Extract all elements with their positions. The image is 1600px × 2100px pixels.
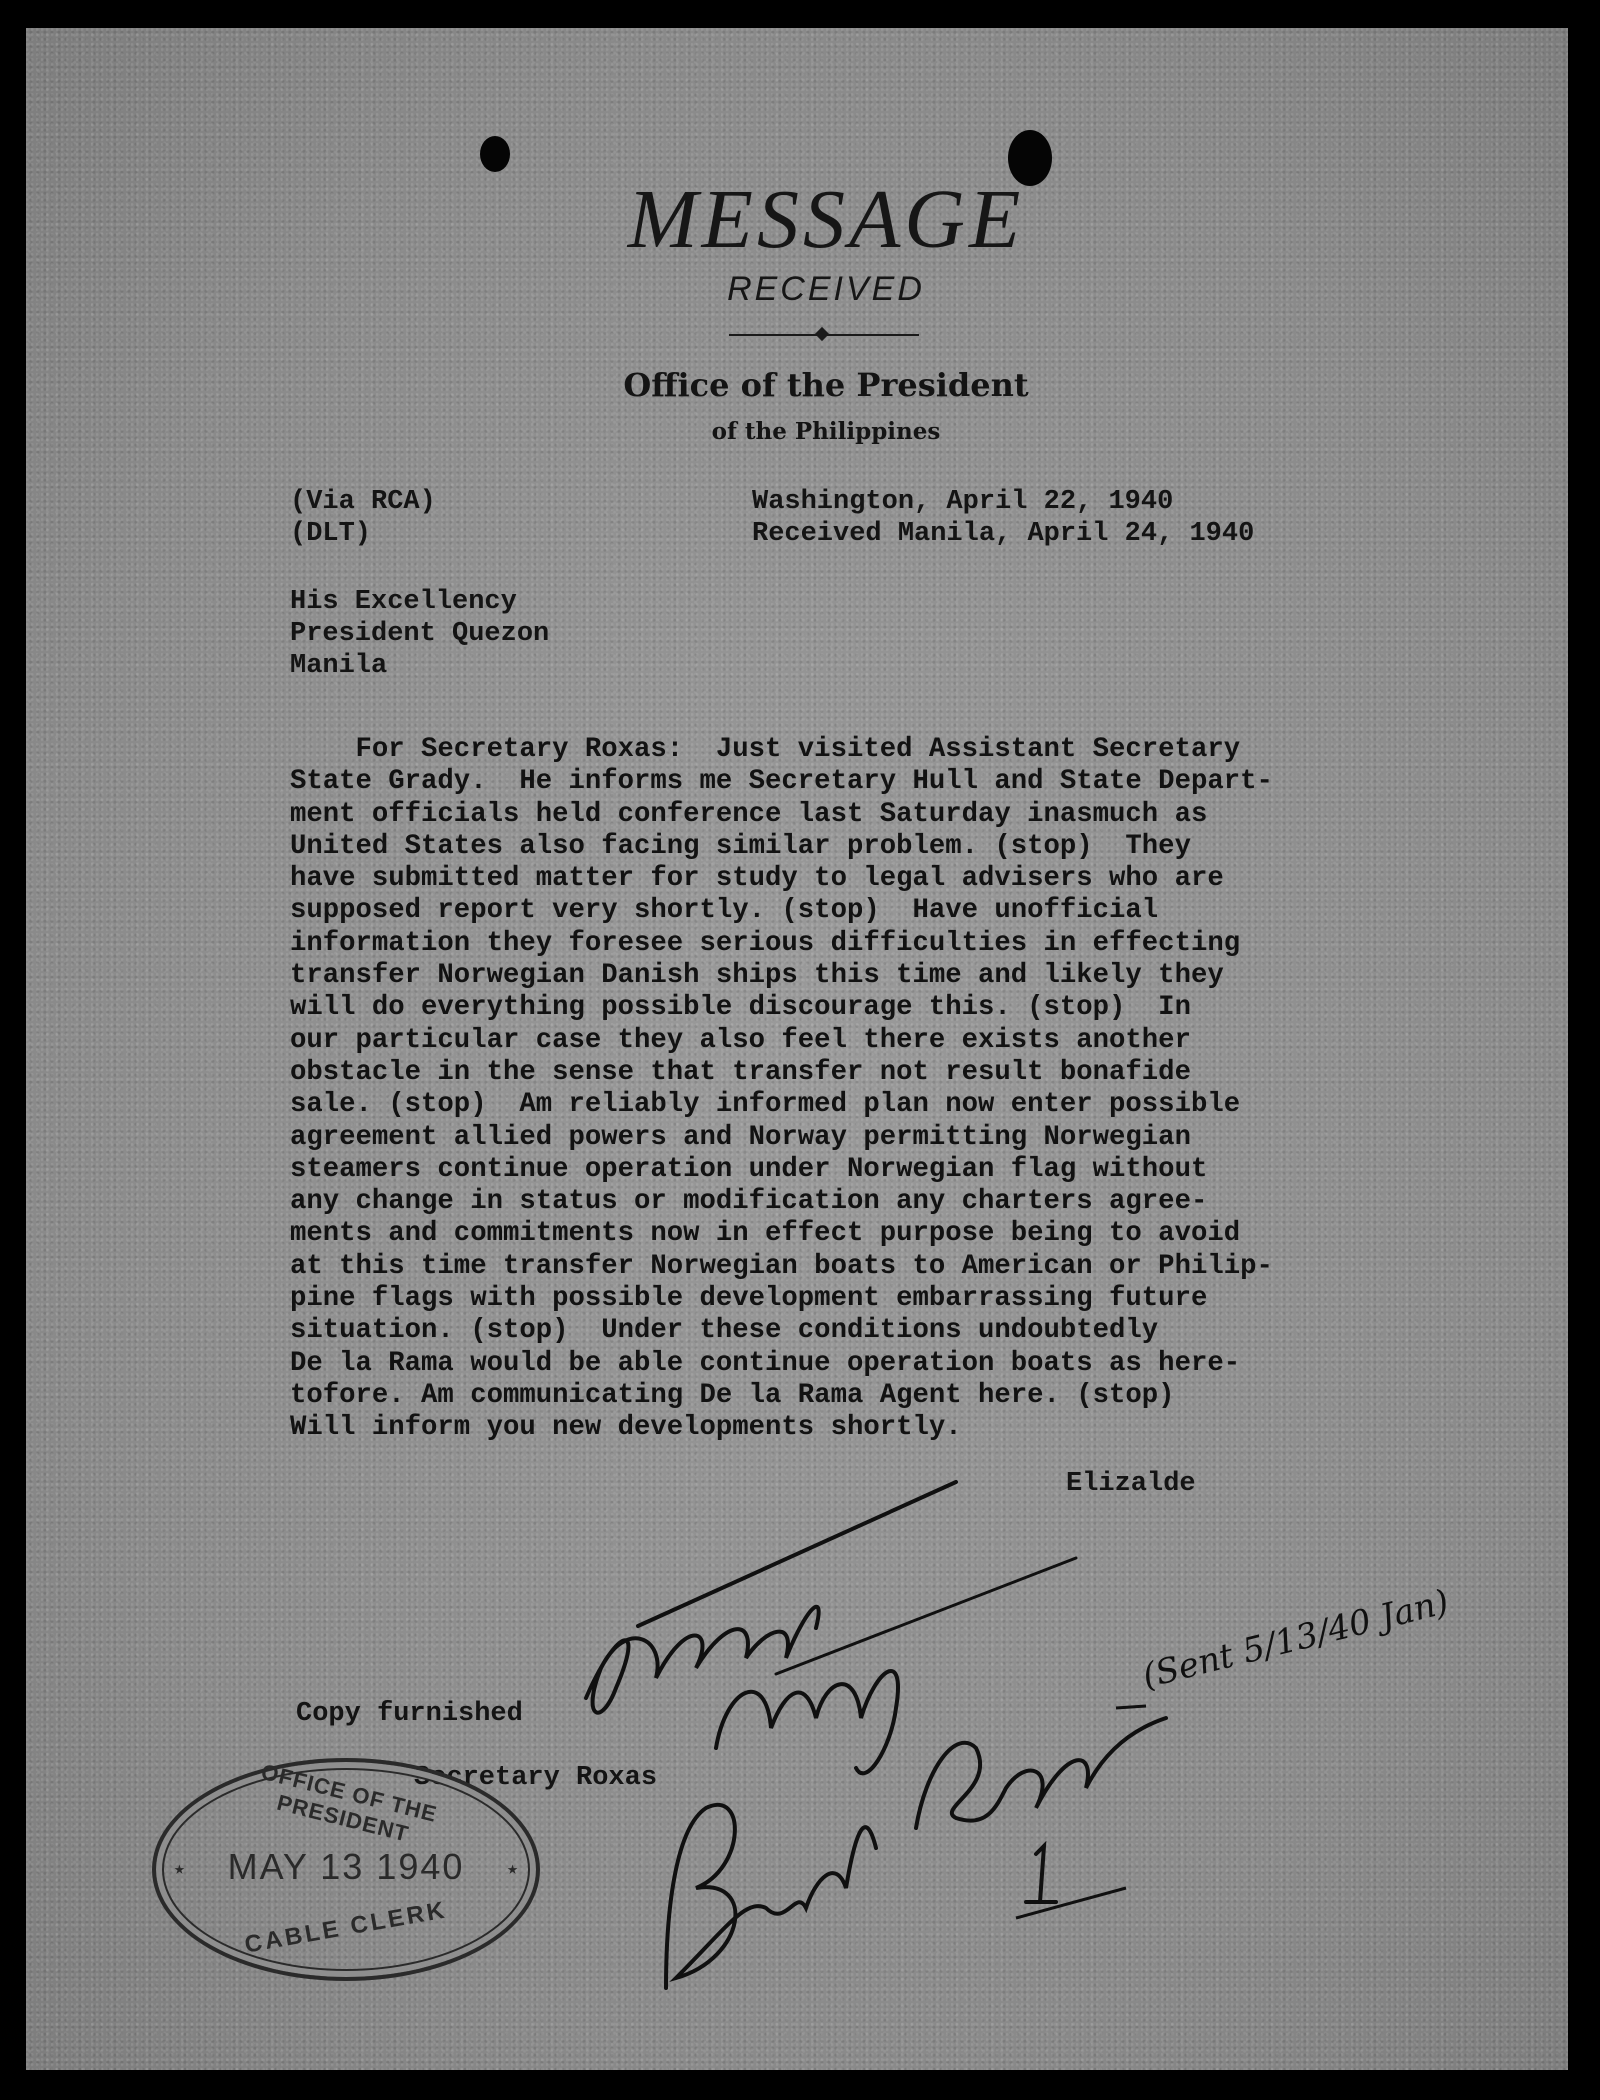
body-line: information they foresee serious difficulties in effecting xyxy=(290,927,1241,959)
handwriting-layer xyxy=(26,28,1568,2070)
handwritten-scrawl xyxy=(716,1671,898,1773)
addressee-line: Manila xyxy=(290,651,388,681)
handwritten-mark-stroke xyxy=(1026,1846,1056,1902)
body-line: ment officials held conference last Saturday inasmuch as xyxy=(290,798,1208,830)
stamp-clerk-text: CABLE CLERK xyxy=(242,1896,450,1959)
body-line: For Secretary Roxas: Just visited Assistant Secretary xyxy=(290,734,1241,765)
via-line: (Via RCA) xyxy=(290,487,436,517)
body-line: sale. (stop) Am reliably informed plan now enter possible xyxy=(290,1089,1241,1121)
stamp-date: MAY 13 1940 xyxy=(227,1846,465,1887)
body-line: ments and commitments now in effect purpose being to avoid xyxy=(290,1218,1241,1250)
star-icon: ★ xyxy=(507,1860,518,1880)
star-icon: ★ xyxy=(174,1860,185,1880)
body-line: State Grady. He informs me Secretary Hull and State Depart- xyxy=(290,766,1273,798)
code-line: (DLT) xyxy=(290,519,372,549)
margin-note: (Sent 5/13/40 Jan) xyxy=(1138,1581,1453,1697)
handwritten-slash xyxy=(776,1558,1076,1674)
copy-recipient: Secretary Roxas xyxy=(414,1763,658,1793)
handwritten-slash xyxy=(1116,1706,1146,1708)
body-line: supposed report very shortly. (stop) Have unofficial xyxy=(290,895,1159,927)
body-line: De la Rama would be able continue operation boats as here- xyxy=(290,1347,1241,1379)
body-line: will do everything possible discourage this. (stop) In xyxy=(290,992,1191,1024)
body-line: our particular case they also feel there exists another xyxy=(290,1024,1191,1056)
body-line: have submitted matter for study to legal advisers who are xyxy=(290,863,1224,895)
body-line: tofore. Am communicating De la Rama Agent here. (stop) xyxy=(290,1379,1175,1411)
body-line: steamers continue operation under Norwegian flag without xyxy=(290,1153,1208,1185)
sent-date: Washington, April 22, 1940 xyxy=(752,487,1174,517)
body-line: United States also facing similar problem. (stop) They xyxy=(290,830,1191,862)
body-line: Will inform you new developments shortly. xyxy=(290,1412,962,1444)
body-line: situation. (stop) Under these conditions undoubtedly xyxy=(290,1315,1159,1347)
sender-signature: Elizalde xyxy=(1066,1469,1196,1499)
copy-furnished-label: Copy furnished xyxy=(296,1699,523,1729)
country-heading: of the Philippines xyxy=(711,418,941,445)
handwritten-slash xyxy=(638,1482,956,1626)
message-subtitle: RECEIVED xyxy=(727,270,925,308)
body-line: at this time transfer Norwegian boats to American or Philip- xyxy=(290,1250,1273,1282)
body-line: obstacle in the sense that transfer not result bonafide xyxy=(290,1056,1191,1088)
body-line: any change in status or modification any charters agree- xyxy=(290,1186,1208,1218)
addressee-line: His Excellency xyxy=(290,587,517,617)
stamp-office-text: OFFICE OF THE PRESIDENT xyxy=(258,1758,440,1847)
message-title: MESSAGE xyxy=(627,173,1025,266)
body-line: agreement allied powers and Norway permitting Norwegian xyxy=(290,1121,1191,1153)
office-heading: Office of the President xyxy=(623,366,1029,404)
received-date: Received Manila, April 24, 1940 xyxy=(752,519,1255,549)
body-line: transfer Norwegian Danish ships this time and likely they xyxy=(290,960,1224,992)
handwritten-scrawl xyxy=(586,1607,819,1713)
addressee-line: President Quezon xyxy=(290,619,550,649)
handwritten-scrawl xyxy=(666,1805,876,1988)
document-page xyxy=(26,28,1568,2070)
handwritten-scrawl xyxy=(916,1718,1166,1828)
body-line: pine flags with possible development embarrassing future xyxy=(290,1283,1208,1315)
